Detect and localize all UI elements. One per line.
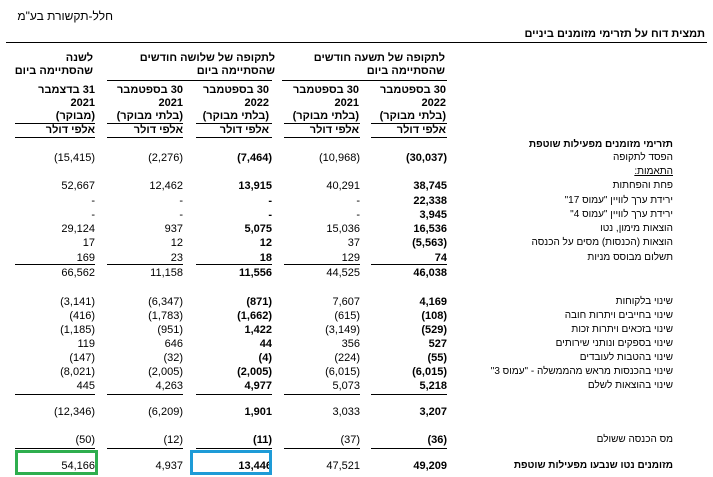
table-cell-total: 13,446	[238, 460, 272, 472]
table-cell: -	[268, 195, 272, 207]
row-label: התאמות:	[634, 166, 673, 177]
total-rule	[15, 448, 95, 449]
unit-rule	[284, 123, 360, 124]
row-label: ירידת ערך לוויין "עמוס 17"	[564, 195, 673, 206]
table-cell: (1,783)	[148, 310, 183, 322]
table-cell: (37)	[340, 434, 360, 446]
col-status: (מבוקר)	[55, 110, 95, 122]
table-cell: 17	[82, 237, 95, 249]
col-unit: אלפי דולר	[45, 124, 95, 136]
table-cell: 12	[170, 237, 183, 249]
table-cell: 16,536	[413, 223, 447, 235]
unit-rule	[371, 137, 447, 138]
subtotal-rule	[15, 394, 95, 395]
row-label: שינוי בהכנסות מראש מהממשלה - "עמוס 3"	[490, 366, 673, 377]
col-status: (בלתי מבוקר)	[379, 110, 446, 122]
table-cell: 46,038	[413, 267, 447, 279]
table-cell: -	[91, 195, 95, 207]
table-cell: (5,563)	[412, 237, 447, 249]
row-label-total: מזומנים נטו שנבעו מפעילות שוטפת	[513, 460, 673, 471]
table-cell-total: 49,209	[413, 460, 447, 472]
table-cell: 23	[170, 252, 183, 264]
title-divider	[6, 42, 707, 43]
table-cell: 66,562	[61, 267, 95, 279]
table-cell: (11)	[253, 434, 272, 446]
table-cell: 3,207	[419, 406, 447, 418]
table-cell: (7,464)	[237, 152, 272, 164]
unit-rule	[107, 123, 183, 124]
table-cell: (15,415)	[54, 152, 95, 164]
unit-rule	[371, 123, 447, 124]
subtotal-rule	[15, 264, 95, 265]
col-unit: אלפי דולר	[133, 124, 183, 136]
unit-rule	[15, 123, 95, 124]
table-cell: 3,033	[332, 406, 360, 418]
table-cell: (147)	[69, 352, 95, 364]
table-cell: (224)	[334, 352, 360, 364]
row-label: שינוי בהטבות לעובדים	[579, 352, 673, 363]
table-cell: (36)	[427, 434, 447, 446]
table-cell: 18	[259, 252, 272, 264]
table-cell-total: 4,937	[155, 460, 183, 472]
col-group-three-months: לתקופה של שלושה חודשים שהסתיימה ביום	[139, 52, 275, 77]
table-cell: (3,149)	[325, 324, 360, 336]
table-cell: 11,556	[238, 267, 272, 279]
col-status: (בלתי מבוקר)	[292, 110, 359, 122]
col-group-year: לשנה שהסתיימה ביום	[14, 52, 93, 77]
table-cell: (6,347)	[148, 296, 183, 308]
subtotal-rule	[107, 394, 183, 395]
subtotal-rule	[284, 394, 360, 395]
table-cell-total: 47,521	[326, 460, 360, 472]
total-rule	[196, 448, 272, 449]
table-cell: (12,346)	[54, 406, 95, 418]
table-cell: 4,169	[419, 296, 447, 308]
table-cell: (30,037)	[406, 152, 447, 164]
table-cell: 37	[347, 237, 360, 249]
table-cell: 15,036	[326, 223, 360, 235]
col-date: 30 בספטמבר 2022	[202, 84, 269, 109]
table-cell: (529)	[421, 324, 447, 336]
table-cell: (951)	[157, 324, 183, 336]
col-unit: אלפי דולר	[309, 124, 359, 136]
subtotal-rule	[107, 264, 183, 265]
table-cell: (2,005)	[148, 366, 183, 378]
table-cell: (6,015)	[325, 366, 360, 378]
table-cell-total: 54,166	[61, 460, 95, 472]
table-cell: 3,945	[419, 209, 447, 221]
table-cell: (615)	[334, 310, 360, 322]
table-cell: -	[179, 195, 183, 207]
table-cell: 937	[164, 223, 183, 235]
table-cell: 74	[434, 252, 447, 264]
col-unit: אלפי דולר	[219, 124, 269, 136]
table-cell: 129	[341, 252, 360, 264]
table-cell: (871)	[246, 296, 272, 308]
subtotal-rule	[196, 264, 272, 265]
table-cell: -	[268, 209, 272, 221]
table-cell: 1,901	[244, 406, 272, 418]
statement-title: תמצית דוח על תזרימי מזומנים ביניים	[524, 28, 705, 40]
highlight-box-blue	[190, 450, 272, 475]
table-cell: 119	[77, 338, 95, 350]
table-cell: (4)	[258, 352, 272, 364]
total-rule	[107, 448, 183, 449]
row-label: הוצאות מימון, נטו	[600, 223, 673, 234]
table-cell: 29,124	[61, 223, 95, 235]
table-cell: (1,185)	[60, 324, 95, 336]
unit-rule	[15, 137, 95, 138]
table-cell: (6,209)	[148, 406, 183, 418]
company-name: חלל-תקשורת בע"מ	[17, 9, 113, 23]
row-label: ירידת ערך לוויין "עמוס 4"	[570, 209, 673, 220]
subtotal-rule	[196, 394, 272, 395]
table-cell: 527	[428, 338, 447, 350]
subtotal-rule	[371, 264, 447, 265]
table-cell: 4,263	[155, 380, 183, 392]
table-cell: 11,158	[150, 267, 183, 279]
col-unit: אלפי דולר	[396, 124, 446, 136]
table-cell: 356	[341, 338, 360, 350]
highlight-box-green	[15, 450, 98, 475]
table-cell: 44	[259, 338, 272, 350]
table-cell: (32)	[163, 352, 183, 364]
col-group-nine-months: לתקופה של תשעה חודשים שהסתיימה ביום	[313, 52, 445, 77]
table-cell: 646	[164, 338, 183, 350]
table-cell: (55)	[427, 352, 447, 364]
table-cell: 169	[76, 252, 95, 264]
unit-rule	[107, 137, 183, 138]
row-label: תשלום מבוסס מניות	[587, 252, 673, 263]
table-cell: (2,276)	[148, 152, 183, 164]
total-rule	[371, 448, 447, 449]
table-cell: 12	[259, 237, 272, 249]
row-label: שינוי בספקים ונותני שירותים	[555, 338, 673, 349]
row-label: מס הכנסה ששולם	[596, 434, 673, 445]
table-cell: 5,218	[419, 380, 447, 392]
table-cell: 7,607	[332, 296, 360, 308]
group-rule-nine	[282, 80, 447, 81]
subtotal-rule	[371, 394, 447, 395]
row-label: שינוי בחייבים ויתרות חובה	[564, 310, 673, 321]
unit-rule	[196, 137, 272, 138]
table-cell: -	[179, 209, 183, 221]
table-cell: 40,291	[326, 180, 360, 192]
table-cell: -	[91, 209, 95, 221]
section-title: תזרימי מזומנים מפעילות שוטפת	[528, 139, 673, 150]
row-label: שינוי בהוצאות לשלם	[587, 380, 673, 391]
row-label: הפסד לתקופה	[612, 152, 673, 163]
table-cell: 12,462	[149, 180, 183, 192]
row-label: שינוי בזכאים ויתרות זכות	[571, 324, 673, 335]
table-cell: (3,141)	[60, 296, 95, 308]
row-label: הוצאות (הכנסות) מסים על הכנסה	[531, 237, 673, 248]
table-cell: 52,667	[61, 180, 95, 192]
table-cell: 5,073	[332, 380, 360, 392]
col-status: (בלתי מבוקר)	[116, 110, 183, 122]
col-date: 30 בספטמבר 2022	[379, 84, 446, 109]
col-date: 30 בספטמבר 2021	[292, 84, 359, 109]
table-cell: (6,015)	[412, 366, 447, 378]
table-cell: -	[356, 195, 360, 207]
table-cell: (10,968)	[319, 152, 360, 164]
group-rule-three	[107, 80, 272, 81]
table-cell: 5,075	[244, 223, 272, 235]
table-cell: 44,525	[326, 267, 360, 279]
row-label: שינוי בלקוחות	[615, 296, 673, 307]
table-cell: (1,662)	[237, 310, 272, 322]
table-cell: 22,338	[413, 195, 447, 207]
unit-rule	[284, 137, 360, 138]
row-label: פחת והפחתות	[612, 180, 673, 191]
table-cell: 445	[76, 380, 95, 392]
table-cell: (12)	[163, 434, 183, 446]
col-date: 31 בדצמבר 2021	[38, 84, 95, 109]
unit-rule	[196, 123, 272, 124]
table-cell: (108)	[421, 310, 447, 322]
table-cell: (50)	[75, 434, 95, 446]
table-cell: 13,915	[238, 180, 272, 192]
table-cell: 38,745	[413, 180, 447, 192]
table-cell: -	[356, 209, 360, 221]
table-cell: (416)	[69, 310, 95, 322]
table-cell: 1,422	[244, 324, 272, 336]
table-cell: 4,977	[244, 380, 272, 392]
total-rule	[284, 448, 360, 449]
col-date: 30 בספטמבר 2021	[116, 84, 183, 109]
subtotal-rule	[284, 264, 360, 265]
table-cell: (8,021)	[60, 366, 95, 378]
table-cell: (2,005)	[237, 366, 272, 378]
col-status: (בלתי מבוקר)	[202, 110, 269, 122]
